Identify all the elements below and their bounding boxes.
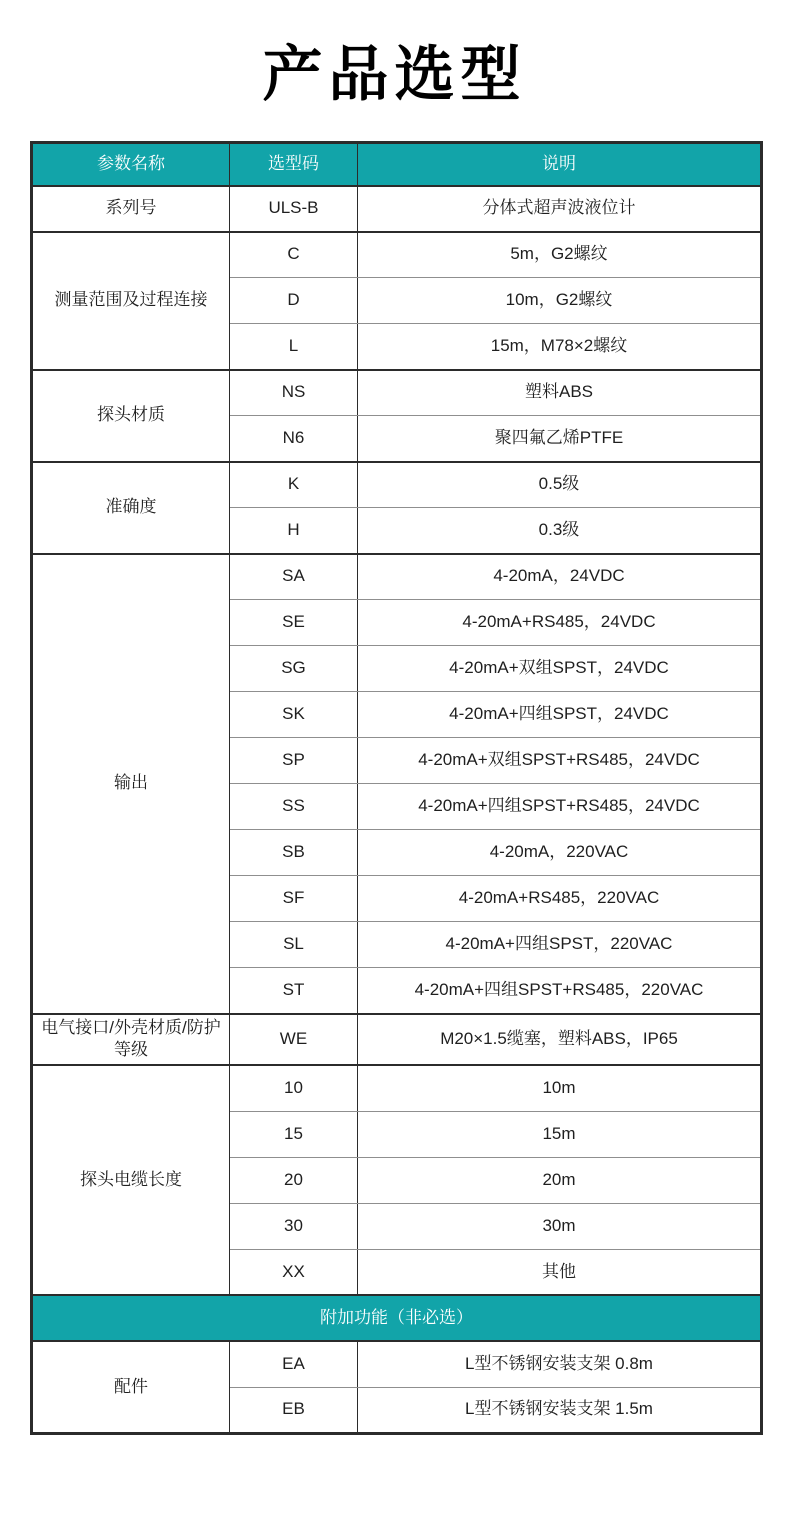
description-cell: 4-20mA，220VAC bbox=[358, 830, 762, 876]
column-header-param: 参数名称 bbox=[32, 143, 230, 186]
table-row bbox=[32, 554, 762, 600]
code-cell: 10 bbox=[230, 1065, 358, 1111]
code-cell: N6 bbox=[230, 416, 358, 462]
description-cell: 5m，G2螺纹 bbox=[358, 232, 762, 278]
description-cell: 10m，G2螺纹 bbox=[358, 278, 762, 324]
code-cell: SF bbox=[230, 876, 358, 922]
code-cell: EA bbox=[230, 1341, 358, 1387]
description-cell: 4-20mA+双组SPST，24VDC bbox=[358, 646, 762, 692]
code-cell: SB bbox=[230, 830, 358, 876]
param-cell: 输出 bbox=[32, 554, 230, 1014]
description-cell: 4-20mA+四组SPST+RS485，220VAC bbox=[358, 968, 762, 1014]
code-cell: SS bbox=[230, 784, 358, 830]
header-row bbox=[32, 143, 762, 186]
description-cell: L型不锈钢安装支架 1.5m bbox=[358, 1387, 762, 1433]
banner-row bbox=[32, 1295, 762, 1341]
description-cell: 分体式超声波液位计 bbox=[358, 186, 762, 232]
code-cell: WE bbox=[230, 1014, 358, 1066]
code-cell: 30 bbox=[230, 1203, 358, 1249]
description-cell: 4-20mA+四组SPST+RS485，24VDC bbox=[358, 784, 762, 830]
banner-additional-functions: 附加功能（非必选） bbox=[32, 1295, 762, 1341]
table-row bbox=[32, 370, 762, 416]
description-cell: 4-20mA，24VDC bbox=[358, 554, 762, 600]
param-cell: 测量范围及过程连接 bbox=[32, 232, 230, 370]
param-cell: 准确度 bbox=[32, 462, 230, 554]
param-cell: 系列号 bbox=[32, 186, 230, 232]
code-cell: 15 bbox=[230, 1111, 358, 1157]
code-cell: 20 bbox=[230, 1157, 358, 1203]
description-cell: 20m bbox=[358, 1157, 762, 1203]
param-cell: 配件 bbox=[32, 1341, 230, 1433]
description-cell: 0.3级 bbox=[358, 508, 762, 554]
table-body bbox=[32, 186, 762, 1434]
description-cell: 15m，M78×2螺纹 bbox=[358, 324, 762, 370]
description-cell: 4-20mA+四组SPST，24VDC bbox=[358, 692, 762, 738]
code-cell: SP bbox=[230, 738, 358, 784]
code-cell: EB bbox=[230, 1387, 358, 1433]
code-cell: ULS-B bbox=[230, 186, 358, 232]
description-cell: L型不锈钢安装支架 0.8m bbox=[358, 1341, 762, 1387]
description-cell: M20×1.5缆塞，塑料ABS，IP65 bbox=[358, 1014, 762, 1066]
param-cell: 探头材质 bbox=[32, 370, 230, 462]
table-row bbox=[32, 232, 762, 278]
code-cell: K bbox=[230, 462, 358, 508]
description-cell: 4-20mA+四组SPST，220VAC bbox=[358, 922, 762, 968]
description-cell: 4-20mA+RS485，24VDC bbox=[358, 600, 762, 646]
description-cell: 塑料ABS bbox=[358, 370, 762, 416]
description-cell: 0.5级 bbox=[358, 462, 762, 508]
description-cell: 10m bbox=[358, 1065, 762, 1111]
table-row bbox=[32, 462, 762, 508]
code-cell: SE bbox=[230, 600, 358, 646]
description-cell: 4-20mA+双组SPST+RS485，24VDC bbox=[358, 738, 762, 784]
page-title: 产品选型 bbox=[262, 41, 527, 108]
table-row bbox=[32, 1341, 762, 1387]
table-row bbox=[32, 186, 762, 232]
code-cell: SK bbox=[230, 692, 358, 738]
description-cell: 30m bbox=[358, 1203, 762, 1249]
table-row bbox=[32, 1014, 762, 1066]
table-header bbox=[32, 143, 762, 186]
description-cell: 15m bbox=[358, 1111, 762, 1157]
code-cell: ST bbox=[230, 968, 358, 1014]
param-cell: 探头电缆长度 bbox=[32, 1065, 230, 1295]
description-cell: 聚四氟乙烯PTFE bbox=[358, 416, 762, 462]
code-cell: NS bbox=[230, 370, 358, 416]
param-cell: 电气接口/外壳材质/防护等级 bbox=[32, 1014, 230, 1066]
code-cell: D bbox=[230, 278, 358, 324]
description-cell: 4-20mA+RS485，220VAC bbox=[358, 876, 762, 922]
code-cell: C bbox=[230, 232, 358, 278]
description-cell: 其他 bbox=[358, 1249, 762, 1295]
code-cell: SA bbox=[230, 554, 358, 600]
code-cell: L bbox=[230, 324, 358, 370]
code-cell: H bbox=[230, 508, 358, 554]
table-row bbox=[32, 1065, 762, 1111]
code-cell: SL bbox=[230, 922, 358, 968]
product-selection-table bbox=[30, 141, 763, 1435]
code-cell: XX bbox=[230, 1249, 358, 1295]
code-cell: SG bbox=[230, 646, 358, 692]
column-header-code: 选型码 bbox=[230, 143, 358, 186]
column-header-description: 说明 bbox=[358, 143, 762, 186]
